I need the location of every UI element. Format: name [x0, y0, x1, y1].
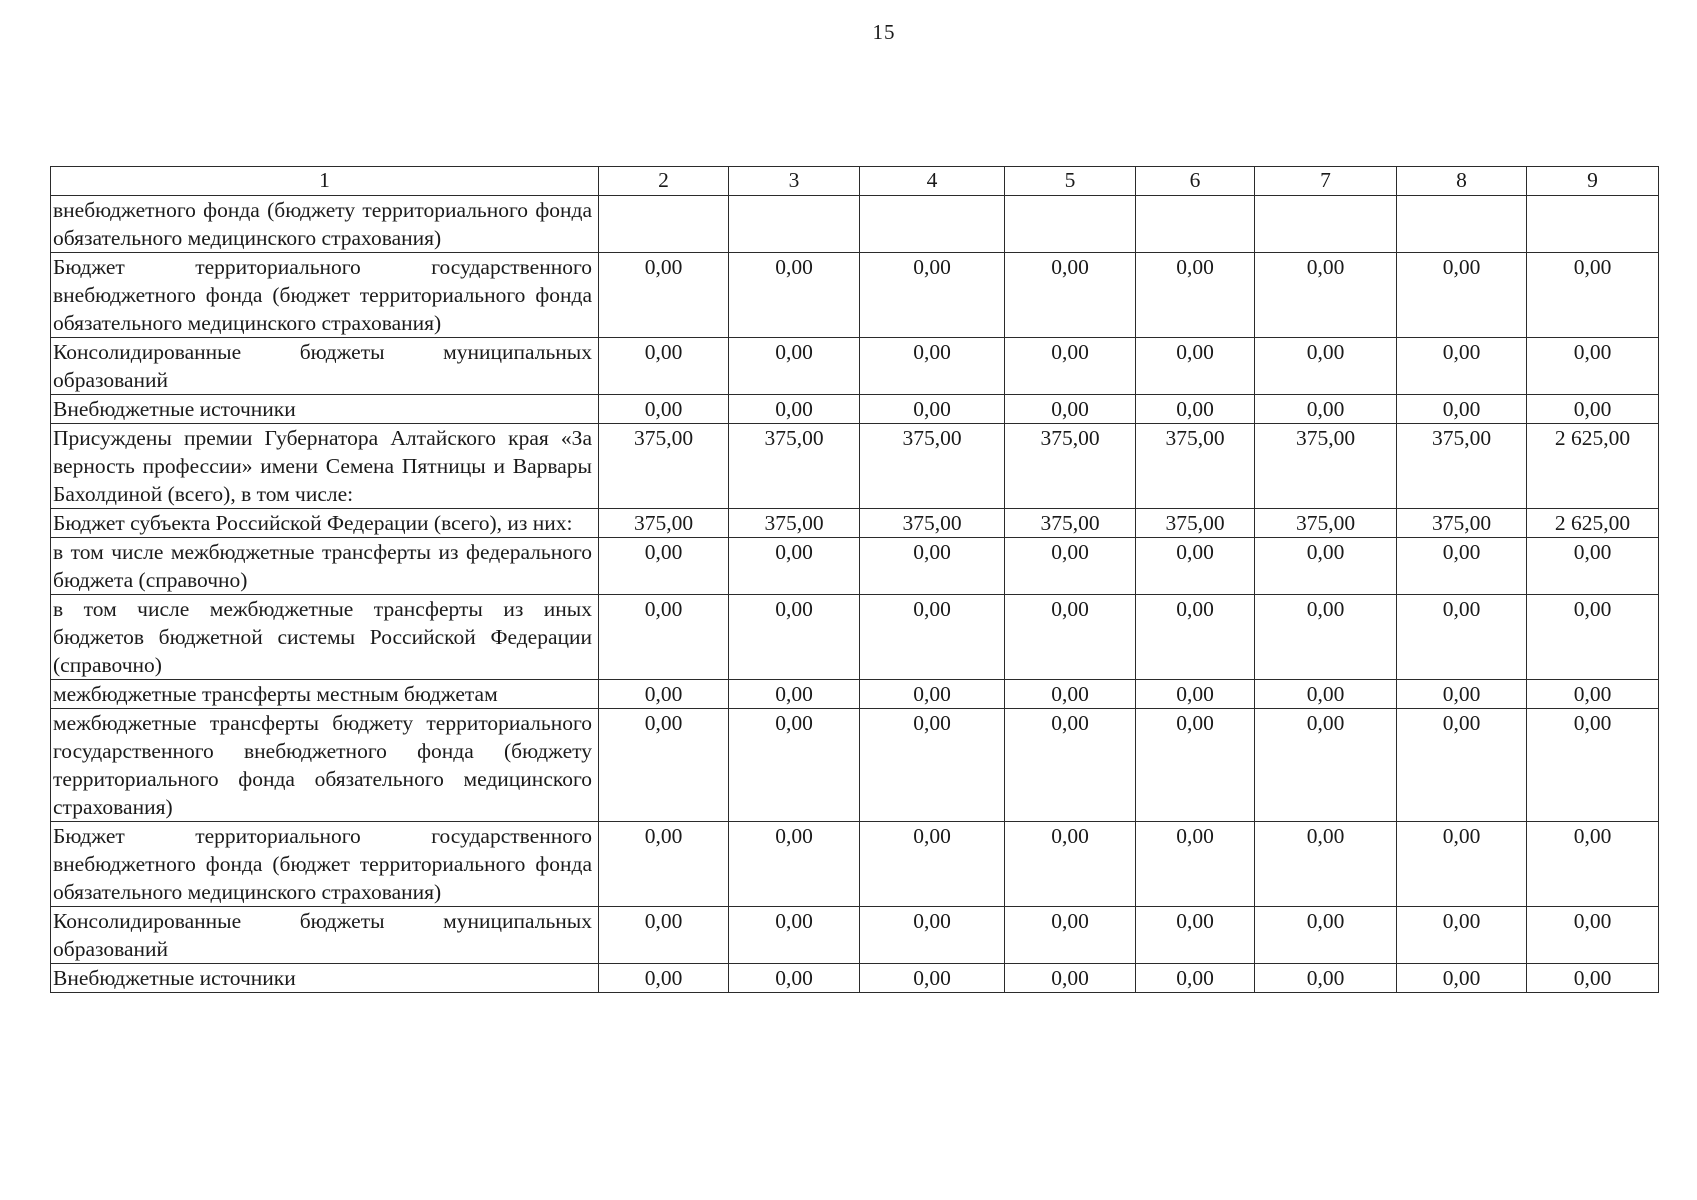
- table-row: [51, 595, 1659, 680]
- table-row: [51, 338, 1659, 395]
- value-cell: 0,00: [1005, 253, 1136, 338]
- value-cell: [1005, 196, 1136, 253]
- value-cell: [729, 196, 860, 253]
- value-cell: 0,00: [1527, 253, 1659, 338]
- value-cell: 0,00: [1005, 395, 1136, 424]
- value-cell: 0,00: [599, 822, 729, 907]
- value-cell: 375,00: [729, 509, 860, 538]
- value-cell: [1136, 196, 1255, 253]
- value-cell: 0,00: [1255, 964, 1397, 993]
- value-cell: 0,00: [599, 338, 729, 395]
- value-cell: 0,00: [1005, 907, 1136, 964]
- page-number: 15: [872, 20, 896, 44]
- row-label: Консолидированные бюджеты муниципальных образований: [51, 338, 599, 395]
- value-cell: 0,00: [599, 709, 729, 822]
- row-label: внебюджетного фонда (бюджету территориального фонда обязательного медицинского страхования): [51, 196, 599, 253]
- value-cell: [1527, 196, 1659, 253]
- value-cell: 0,00: [1397, 680, 1527, 709]
- value-cell: 0,00: [860, 338, 1005, 395]
- row-label: Внебюджетные источники: [51, 964, 599, 993]
- value-cell: 0,00: [860, 538, 1005, 595]
- row-label: Консолидированные бюджеты муниципальных образований: [51, 907, 599, 964]
- value-cell: 375,00: [1005, 509, 1136, 538]
- value-cell: 0,00: [1527, 595, 1659, 680]
- value-cell: 0,00: [1527, 964, 1659, 993]
- value-cell: 0,00: [599, 395, 729, 424]
- value-cell: [860, 196, 1005, 253]
- column-header-3: 3: [729, 167, 860, 196]
- table-row: [51, 253, 1659, 338]
- value-cell: 375,00: [1136, 509, 1255, 538]
- header-row: [51, 167, 1659, 196]
- table-row: [51, 964, 1659, 993]
- value-cell: 375,00: [860, 424, 1005, 509]
- table-row: [51, 509, 1659, 538]
- value-cell: 0,00: [1005, 964, 1136, 993]
- value-cell: 0,00: [1527, 538, 1659, 595]
- value-cell: 375,00: [599, 509, 729, 538]
- column-header-1: 1: [51, 167, 599, 196]
- value-cell: [1397, 196, 1527, 253]
- value-cell: 0,00: [1255, 822, 1397, 907]
- value-cell: 0,00: [1136, 964, 1255, 993]
- value-cell: 375,00: [1397, 509, 1527, 538]
- value-cell: 0,00: [1255, 253, 1397, 338]
- value-cell: 0,00: [1397, 253, 1527, 338]
- value-cell: [1255, 196, 1397, 253]
- value-cell: 0,00: [860, 680, 1005, 709]
- value-cell: 0,00: [1136, 253, 1255, 338]
- value-cell: 0,00: [1527, 907, 1659, 964]
- value-cell: 0,00: [1397, 538, 1527, 595]
- column-header-5: 5: [1005, 167, 1136, 196]
- value-cell: 0,00: [729, 395, 860, 424]
- value-cell: 0,00: [599, 964, 729, 993]
- table-row: [51, 538, 1659, 595]
- value-cell: 0,00: [1255, 709, 1397, 822]
- value-cell: 0,00: [1255, 338, 1397, 395]
- value-cell: 0,00: [1136, 395, 1255, 424]
- table-row: [51, 709, 1659, 822]
- row-label: Бюджет территориального государственного внебюджетного фонда (бюджет территориального фонда обязательного медицинского страхования): [51, 253, 599, 338]
- row-label: в том числе межбюджетные трансферты из федерального бюджета (справочно): [51, 538, 599, 595]
- value-cell: 0,00: [1005, 822, 1136, 907]
- value-cell: 2 625,00: [1527, 424, 1659, 509]
- value-cell: 0,00: [1005, 709, 1136, 822]
- value-cell: 0,00: [1527, 680, 1659, 709]
- value-cell: 0,00: [1527, 395, 1659, 424]
- value-cell: 0,00: [1255, 538, 1397, 595]
- value-cell: 0,00: [599, 253, 729, 338]
- value-cell: 0,00: [1136, 822, 1255, 907]
- value-cell: 0,00: [860, 964, 1005, 993]
- value-cell: 0,00: [1005, 338, 1136, 395]
- row-label: в том числе межбюджетные трансферты из иных бюджетов бюджетной системы Российской Федерации (справочно): [51, 595, 599, 680]
- row-label: Бюджет субъекта Российской Федерации (всего), из них:: [51, 509, 599, 538]
- table-body: [51, 196, 1659, 993]
- value-cell: 0,00: [599, 907, 729, 964]
- value-cell: 0,00: [1136, 709, 1255, 822]
- value-cell: 0,00: [1397, 907, 1527, 964]
- value-cell: 375,00: [1136, 424, 1255, 509]
- value-cell: 0,00: [1527, 822, 1659, 907]
- value-cell: 0,00: [1005, 538, 1136, 595]
- value-cell: 0,00: [729, 709, 860, 822]
- value-cell: 0,00: [1005, 680, 1136, 709]
- value-cell: [599, 196, 729, 253]
- value-cell: 0,00: [1005, 595, 1136, 680]
- value-cell: 0,00: [860, 907, 1005, 964]
- value-cell: 375,00: [860, 509, 1005, 538]
- row-label: Присуждены премии Губернатора Алтайского края «За верность профессии» имени Семена Пятницы и Варвары Бахолдиной (всего), в том числе:: [51, 424, 599, 509]
- value-cell: 0,00: [860, 822, 1005, 907]
- value-cell: 0,00: [1136, 538, 1255, 595]
- row-label: Внебюджетные источники: [51, 395, 599, 424]
- value-cell: 0,00: [729, 907, 860, 964]
- value-cell: 0,00: [729, 595, 860, 680]
- table-row: [51, 907, 1659, 964]
- value-cell: 0,00: [1136, 595, 1255, 680]
- value-cell: 0,00: [1255, 907, 1397, 964]
- value-cell: 0,00: [1136, 907, 1255, 964]
- value-cell: 0,00: [729, 253, 860, 338]
- value-cell: 0,00: [729, 964, 860, 993]
- column-header-6: 6: [1136, 167, 1255, 196]
- value-cell: 0,00: [729, 538, 860, 595]
- table-row: [51, 395, 1659, 424]
- value-cell: 0,00: [860, 709, 1005, 822]
- column-header-4: 4: [860, 167, 1005, 196]
- value-cell: 0,00: [1136, 338, 1255, 395]
- value-cell: 0,00: [729, 822, 860, 907]
- budget-table: [50, 166, 1659, 993]
- table-row: [51, 196, 1659, 253]
- value-cell: 375,00: [729, 424, 860, 509]
- value-cell: 0,00: [1397, 709, 1527, 822]
- value-cell: 0,00: [1255, 595, 1397, 680]
- value-cell: 2 625,00: [1527, 509, 1659, 538]
- value-cell: 0,00: [599, 680, 729, 709]
- value-cell: 0,00: [1527, 709, 1659, 822]
- value-cell: 0,00: [1527, 338, 1659, 395]
- row-label: Бюджет территориального государственного внебюджетного фонда (бюджет территориального фонда обязательного медицинского страхования): [51, 822, 599, 907]
- value-cell: 0,00: [599, 538, 729, 595]
- table-header: [51, 167, 1659, 196]
- value-cell: 0,00: [1397, 395, 1527, 424]
- value-cell: 0,00: [860, 395, 1005, 424]
- column-header-7: 7: [1255, 167, 1397, 196]
- value-cell: 0,00: [1255, 680, 1397, 709]
- value-cell: 0,00: [1255, 395, 1397, 424]
- column-header-2: 2: [599, 167, 729, 196]
- value-cell: 0,00: [599, 595, 729, 680]
- value-cell: 375,00: [1255, 509, 1397, 538]
- value-cell: 0,00: [1136, 680, 1255, 709]
- column-header-9: 9: [1527, 167, 1659, 196]
- value-cell: 0,00: [860, 253, 1005, 338]
- value-cell: 0,00: [1397, 595, 1527, 680]
- row-label: межбюджетные трансферты местным бюджетам: [51, 680, 599, 709]
- value-cell: 0,00: [1397, 964, 1527, 993]
- table-row: [51, 680, 1659, 709]
- table-row: [51, 822, 1659, 907]
- value-cell: 375,00: [599, 424, 729, 509]
- value-cell: 0,00: [1397, 822, 1527, 907]
- row-label: межбюджетные трансферты бюджету территориального государственного внебюджетного фонда (бюджету территориального фонда обязательного медицинского страхования): [51, 709, 599, 822]
- value-cell: 0,00: [729, 338, 860, 395]
- value-cell: 375,00: [1005, 424, 1136, 509]
- value-cell: 375,00: [1255, 424, 1397, 509]
- column-header-8: 8: [1397, 167, 1527, 196]
- value-cell: 0,00: [1397, 338, 1527, 395]
- table-row: [51, 424, 1659, 509]
- value-cell: 375,00: [1397, 424, 1527, 509]
- value-cell: 0,00: [729, 680, 860, 709]
- value-cell: 0,00: [860, 595, 1005, 680]
